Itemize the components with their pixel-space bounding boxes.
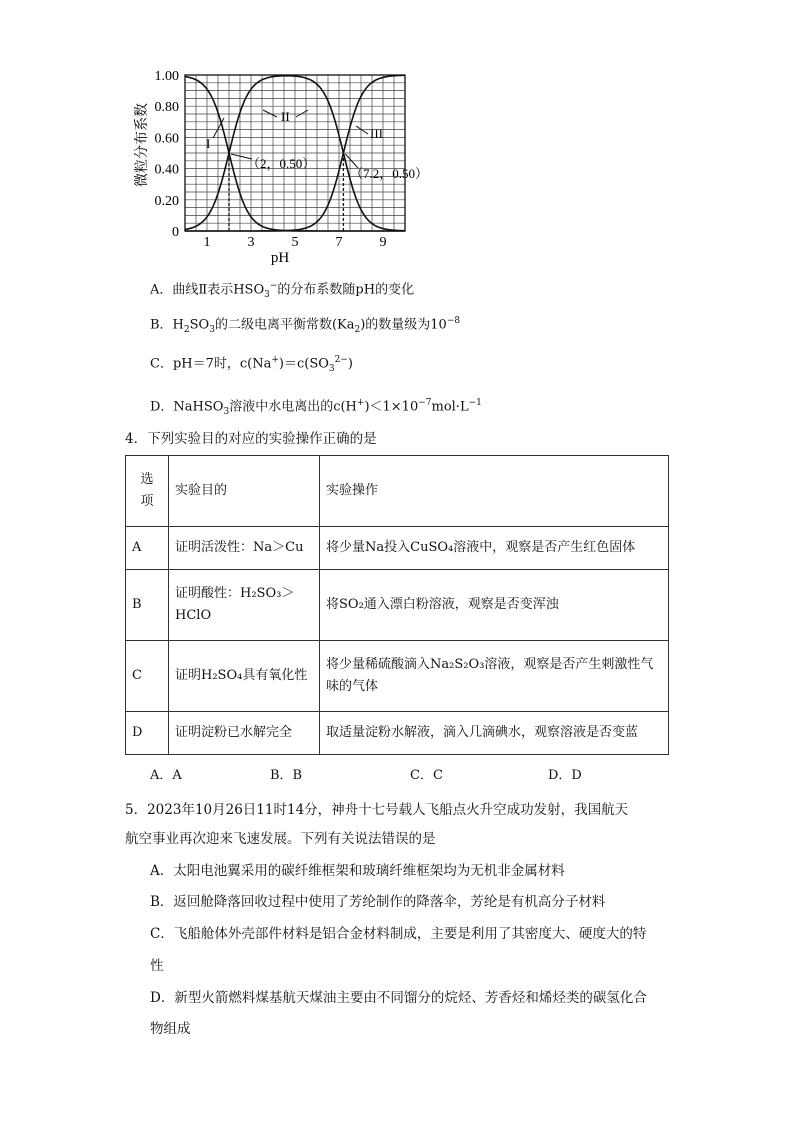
- annotation-point-2: （7.2，0.50）: [350, 166, 429, 181]
- row-option: D: [126, 712, 169, 755]
- q3-option-b[interactable]: B．$H_2SO_3$的二级电离平衡常数$(Ka_2)$的数量级为$10^{-8}$: [150, 316, 461, 335]
- row-operation: 将SO₂通入漂白粉溶液，观察是否变浑浊: [320, 570, 669, 641]
- y-tick-label: 0.20: [154, 193, 179, 209]
- x-tick-label: 9: [379, 235, 387, 250]
- q3-option-c[interactable]: C．pH＝7时，$c(Na^+)=c(SO_3^{2-})$: [150, 355, 353, 374]
- row-option: C: [126, 641, 169, 712]
- table-header-row: [126, 456, 669, 527]
- distribution-chart: [130, 60, 460, 265]
- q4-table: [125, 455, 669, 755]
- table-row: [126, 712, 669, 755]
- y-tick-label: 0.60: [154, 131, 179, 147]
- row-operation: 取适量淀粉水解液，滴入几滴碘水，观察溶液是否变蓝: [320, 712, 669, 755]
- y-tick-label: 1.00: [154, 69, 179, 84]
- x-tick-label: 3: [247, 235, 255, 250]
- leader-line: [356, 126, 368, 134]
- q4-choice-a[interactable]: A．A: [150, 768, 182, 783]
- q3-option-d[interactable]: D．NaHSO$_3$溶液中水电离出的$c(H^+)<1\times 10^{-7}mol\cdot L^{-1}$: [150, 398, 482, 417]
- q5-option-b[interactable]: B．返回舱降落回收过程中使用了芳纶制作的降落伞，芳纶是有机高分子材料: [150, 894, 606, 910]
- curve-label-I: I: [206, 136, 211, 151]
- row-option: A: [126, 527, 169, 570]
- row-goal: 证明酸性：H₂SO₃＞HClO: [169, 570, 320, 641]
- chart-grid: [185, 75, 405, 231]
- y-tick-label: 0: [172, 225, 179, 240]
- x-axis-label: pH: [270, 250, 290, 265]
- annotation-point-1: （2，0.50）: [247, 156, 316, 171]
- x-tick-label: 7: [335, 235, 343, 250]
- y-tick-label: 0.80: [154, 100, 179, 116]
- y-tick-label: 0.40: [154, 162, 179, 178]
- q4-choice-c[interactable]: C．C: [410, 768, 443, 783]
- table-row: [126, 527, 669, 570]
- x-tick-label: 1: [203, 235, 211, 250]
- row-goal: 证明淀粉已水解完全: [169, 712, 320, 755]
- y-axis-label: 微粒分布系数: [135, 103, 150, 187]
- row-goal: 证明活泼性：Na＞Cu: [169, 527, 320, 570]
- q5-option-c-cont: 性: [150, 958, 164, 974]
- table-row: [126, 570, 669, 641]
- q3-option-a[interactable]: A．曲线Ⅱ表示$HSO_3^-$的分布系数随pH的变化: [150, 281, 415, 300]
- q5-stem-line2: 航空事业再次迎来飞速发展。下列有关说法错误的是: [125, 831, 436, 847]
- q5-option-c[interactable]: C．飞船舱体外壳部件材料是铝合金材料制成，主要是利用了其密度大、硬度大的特: [150, 926, 647, 942]
- leader-line: [263, 110, 277, 117]
- q4-choice-b[interactable]: B．B: [270, 768, 303, 783]
- x-tick-labels: [204, 235, 387, 250]
- curve-label-II: II: [281, 109, 290, 124]
- table-row: [126, 641, 669, 712]
- q5-stem-line1: 5．2023年10月26日11时14分，神舟十七号载人飞船点火升空成功发射，我国航天: [125, 802, 629, 818]
- q5-option-a[interactable]: A．太阳电池翼采用的碳纤维框架和玻璃纤维框架均为无机非金属材料: [150, 863, 565, 879]
- row-operation: 将少量稀硫酸滴入Na₂S₂O₃溶液，观察是否产生刺激性气味的气体: [320, 641, 669, 712]
- curve-label-III: III: [370, 126, 383, 141]
- row-goal: 证明H₂SO₄具有氧化性: [169, 641, 320, 712]
- x-tick-label: 5: [291, 235, 299, 250]
- q4-choice-d[interactable]: D．D: [548, 768, 582, 783]
- row-operation: 将少量Na投入CuSO₄溶液中，观察是否产生红色固体: [320, 527, 669, 570]
- header-option: 选 项: [126, 456, 169, 527]
- row-option: B: [126, 570, 169, 641]
- q5-option-d-cont: 物组成: [150, 1021, 191, 1037]
- header-operation: 实验操作: [320, 456, 669, 527]
- q4-stem: 4．下列实验目的对应的实验操作正确的是: [125, 431, 377, 447]
- y-tick-labels: [155, 69, 180, 240]
- q5-option-d[interactable]: D．新型火箭燃料煤基航天煤油主要由不同馏分的烷烃、芳香烃和烯烃类的碳氢化合: [150, 990, 647, 1006]
- header-goal: 实验目的: [169, 456, 320, 527]
